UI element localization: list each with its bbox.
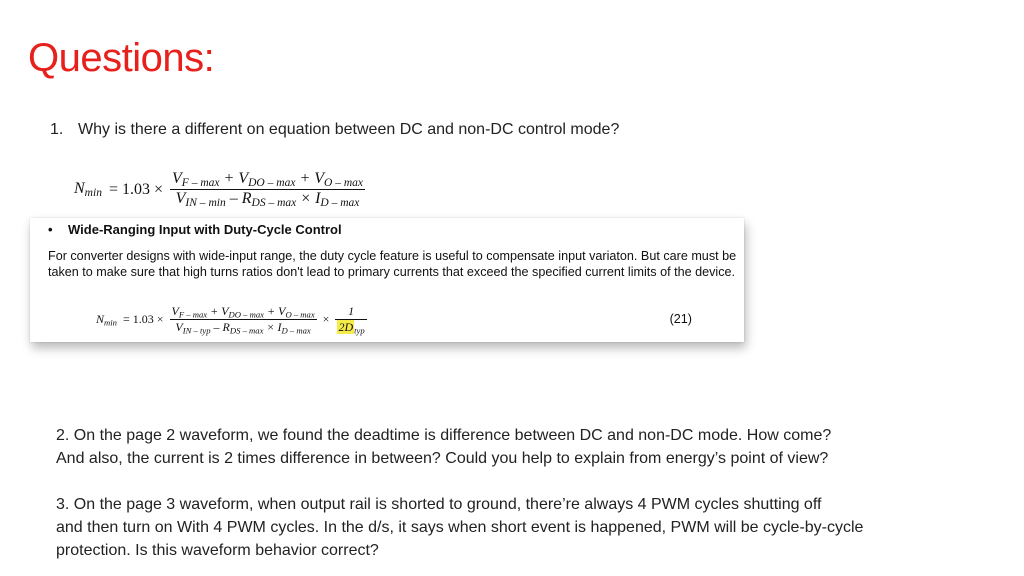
datasheet-excerpt	[30, 218, 744, 342]
eq2-coefficient: = 1.03 ×	[122, 312, 164, 327]
eq2-times: ×	[322, 312, 330, 327]
highlight-mark: 2D	[338, 320, 354, 335]
slide-title: Questions:	[28, 36, 215, 80]
excerpt-heading: • Wide-Ranging Input with Duty-Cycle Control	[48, 222, 342, 237]
question-1-text: Why is there a different on equation between DC and non-DC control mode?	[78, 121, 620, 138]
eq2-lhs: $N_{min}$	[96, 312, 117, 328]
question-3-line-1: 3. On the page 3 waveform, when output rail is shorted to ground, there’re always 4 PWM cycles shutting off	[56, 496, 822, 513]
question-3-line-3: protection. Is this waveform behavior correct?	[56, 542, 379, 559]
eq2-denominator: $V_{IN - typ} - R_{DS - max} \times I_{D - max}$	[175, 320, 311, 336]
question-3-line-2: and then turn on With 4 PWM cycles. In the d/s, it says when short event is happened, PWM will be cycle-by-cycle	[56, 519, 864, 536]
eq1-coefficient: = 1.03 ×	[108, 180, 163, 198]
question-3	[56, 493, 976, 562]
eq2-duty-fraction	[335, 304, 366, 335]
question-1-number: 1.	[50, 121, 64, 138]
bullet-icon: •	[48, 222, 53, 237]
eq2-fraction	[170, 304, 317, 336]
eq1-fraction	[170, 170, 365, 209]
excerpt-paragraph: For converter designs with wide-input range, the duty cycle feature is useful to compensate input variaton. But care must be taken to make sure that high turns ratios don't lead to primary currents that exceed the specified current limits of the device.	[48, 249, 737, 279]
question-1	[50, 121, 619, 139]
equation-21	[96, 304, 367, 336]
eq2-duty-numerator: 1	[335, 304, 366, 320]
question-2-line-1: 2. On the page 2 waveform, we found the deadtime is difference between DC and non-DC mode. How come?	[56, 427, 832, 444]
eq2-duty-denominator: $2D_{typ}$	[338, 320, 365, 336]
eq1-denominator: $V_{IN - min} - R_{DS - max} \times I_{D - max}$	[175, 190, 360, 210]
eq2-numerator: $V_{F - max} + V_{DO - max} + V_{O - max}$	[171, 304, 315, 320]
eq1-lhs: $N_{min}$	[74, 180, 102, 200]
question-2	[56, 424, 976, 470]
equation-1	[74, 170, 365, 209]
eq1-numerator: $V_{F - max} + V_{DO - max} + V_{O - max}$	[172, 170, 364, 190]
question-2-line-2: And also, the current is 2 times difference in between? Could you help to explain from energy’s point of view?	[56, 450, 829, 467]
equation-number: (21)	[669, 312, 692, 326]
